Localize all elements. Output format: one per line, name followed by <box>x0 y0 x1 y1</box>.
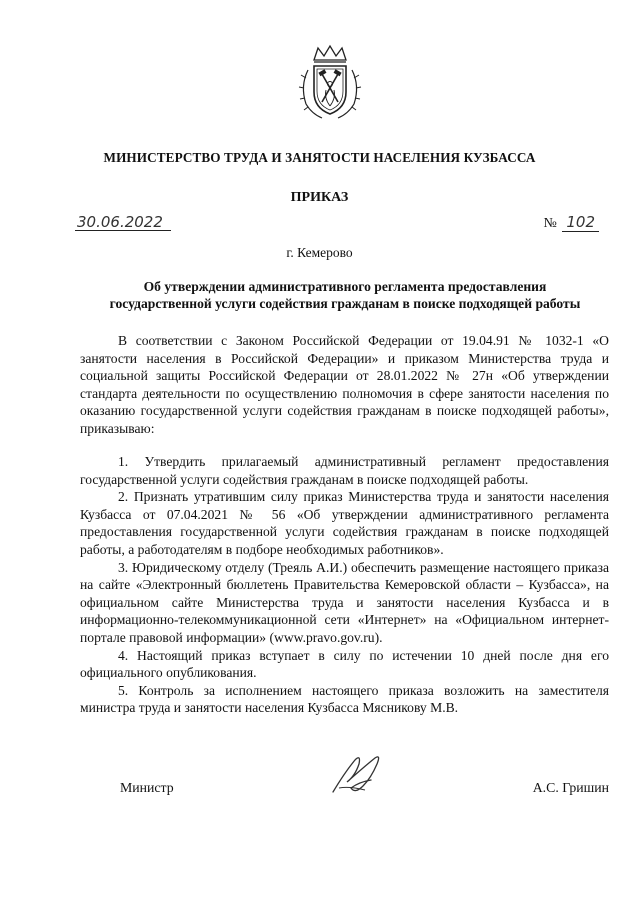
order-item-4: 4. Настоящий приказ вступает в силу по истечении 10 дней после дня его официального опубликования. <box>80 647 609 681</box>
signatory-name: А.С. Гришин <box>532 780 609 795</box>
order-item-2: 2. Признать утратившим силу приказ Министерства труда и занятости населения Кузбасса от 07.04.2021 № 56 «Об утверждении административного регламента предоставления государственной услуги содействия гражданам в поиске подходящей работы, а работодателям в подборе необходимых работников». <box>80 489 609 557</box>
order-number: 102 <box>562 213 599 232</box>
number-sign: № <box>543 216 557 231</box>
order-items <box>80 453 609 717</box>
subject-line-1: Об утверждении административного регламента предоставления <box>143 279 547 294</box>
handwritten-signature <box>325 752 387 798</box>
order-item-1: 1. Утвердить прилагаемый административный регламент предоставления государственной услуги содействия гражданам в поиске подходящей работы. <box>80 454 609 487</box>
document-type-title: ПРИКАЗ <box>290 190 349 205</box>
coat-of-arms-icon <box>298 44 362 122</box>
subject-line-2: государственной услуги содействия гражданам в поиске подходящей работы <box>109 296 581 311</box>
ministry-name: МИНИСТЕРСТВО ТРУДА И ЗАНЯТОСТИ НАСЕЛЕНИЯ КУЗБАССА <box>103 150 536 165</box>
preamble-paragraph: В соответствии с Законом Российской Федерации от 19.04.91 № 1032-1 «О занятости населения в Российской Федерации» и приказом Министерства труда и социальной защиты Российской Федерации от 28.01.2022 № 27н «Об утверждении стандарта деятельности по осуществлению полномочия в сфере занятости населения по оказанию государственной услуги содействия гражданам в поиске подходящей работы», приказываю: <box>80 333 609 436</box>
order-date: 30.06.2022 <box>75 214 171 231</box>
preamble <box>80 332 609 438</box>
order-subject <box>80 278 610 312</box>
order-item-5: 5. Контроль за исполнением настоящего приказа возложить на заместителя министра труда и занятости населения Кузбасса Мясникову М.В. <box>80 682 609 716</box>
order-number-block <box>544 214 600 232</box>
signatory-title: Министр <box>120 780 174 795</box>
city-line: г. Кемерово <box>286 245 353 260</box>
order-item-3: 3. Юридическому отделу (Треяль А.И.) обеспечить размещение настоящего приказа на сайте «Электронный бюллетень Правительства Кемеровской области – Кузбасса», на официальном сайте Министерства труда и занятости населения Кузбасса и в информационно-телекоммуникационной сети «Интернет» на «Официальном интернет-портале правовой информации» (www.pravo.gov.ru). <box>80 559 609 645</box>
